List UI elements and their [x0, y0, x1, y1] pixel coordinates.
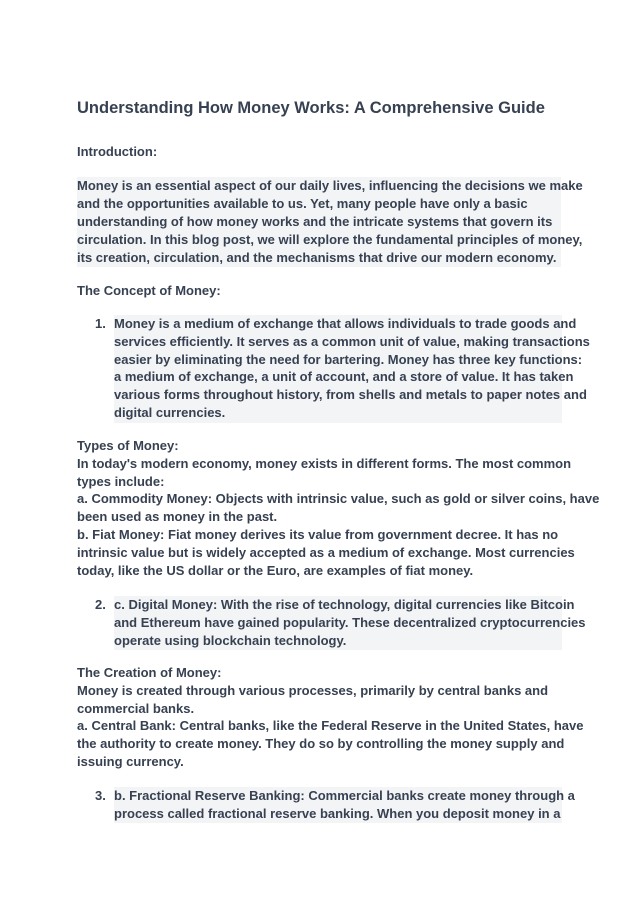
- paragraph-line: issuing currency.: [77, 753, 184, 769]
- intro-line: understanding of how money works and the intricate systems that govern its: [77, 214, 553, 229]
- list-line: various forms throughout history, from shells and metals to paper notes and: [114, 387, 587, 403]
- types-heading: Types of Money:: [77, 438, 179, 453]
- creation-of-money-section: [77, 664, 584, 771]
- list-line: operate using blockchain technology.: [114, 632, 347, 648]
- paragraph-line: a. Central Bank: Central banks, like the Federal Reserve in the United States, have: [77, 718, 584, 734]
- intro-line: Money is an essential aspect of our daily lives, influencing the decisions we make: [77, 178, 583, 193]
- intro-line: its creation, circulation, and the mechanisms that drive our modern economy.: [77, 250, 557, 265]
- list-line: services efficiently. It serves as a common unit of value, making transactions: [114, 333, 590, 349]
- list-item: [77, 315, 590, 423]
- list-number: 2.: [95, 597, 106, 612]
- list-item: [77, 596, 586, 650]
- list-line: digital currencies.: [114, 404, 226, 420]
- paragraph-line: In today's modern economy, money exists in different forms. The most common: [77, 455, 572, 471]
- paragraph-line: a. Commodity Money: Objects with intrinsic value, such as gold or silver coins, have: [77, 491, 600, 507]
- paragraph-line: intrinsic value but is widely accepted as a medium of exchange. Most currencies: [77, 544, 575, 560]
- page-title: Understanding How Money Works: A Comprehensive Guide: [77, 99, 545, 117]
- paragraph-line: b. Fiat Money: Fiat money derives its value from government decree. It has no: [77, 526, 559, 542]
- creation-heading: The Creation of Money:: [77, 665, 222, 680]
- paragraph-line: commercial banks.: [77, 700, 195, 716]
- paragraph-line: been used as money in the past.: [77, 509, 278, 525]
- list-number: 1.: [95, 316, 106, 331]
- list-item-text: [114, 596, 586, 650]
- list-line: process called fractional reserve banking. When you deposit money in a: [114, 805, 561, 821]
- paragraph-line: the authority to create money. They do so by controlling the money supply and: [77, 736, 565, 752]
- list-item-text: [114, 315, 590, 423]
- types-of-money-section: [77, 437, 600, 579]
- list-line: Money is a medium of exchange that allows individuals to trade goods and: [114, 316, 577, 331]
- list-item-text: [114, 787, 575, 823]
- paragraph-line: today, like the US dollar or the Euro, are examples of fiat money.: [77, 562, 474, 578]
- paragraph-line: types include:: [77, 473, 165, 489]
- intro-line: circulation. In this blog post, we will explore the fundamental principles of money,: [77, 232, 583, 247]
- paragraph-line: Money is created through various processes, primarily by central banks and: [77, 682, 549, 698]
- intro-paragraph: [77, 177, 583, 267]
- intro-heading: Introduction:: [77, 144, 158, 159]
- list-item: [77, 787, 575, 823]
- concept-heading: The Concept of Money:: [77, 283, 221, 298]
- list-number: 3.: [95, 788, 106, 803]
- list-line: and Ethereum have gained popularity. These decentralized cryptocurrencies: [114, 614, 586, 630]
- intro-line: and the opportunities available to us. Yet, many people have only a basic: [77, 196, 528, 211]
- list-line: a medium of exchange, a unit of account, and a store of value. It has taken: [114, 369, 574, 385]
- list-line: easier by eliminating the need for bartering. Money has three key functions:: [114, 351, 583, 367]
- list-line: c. Digital Money: With the rise of technology, digital currencies like Bitcoin: [114, 597, 575, 612]
- list-line: b. Fractional Reserve Banking: Commercial banks create money through a: [114, 788, 575, 803]
